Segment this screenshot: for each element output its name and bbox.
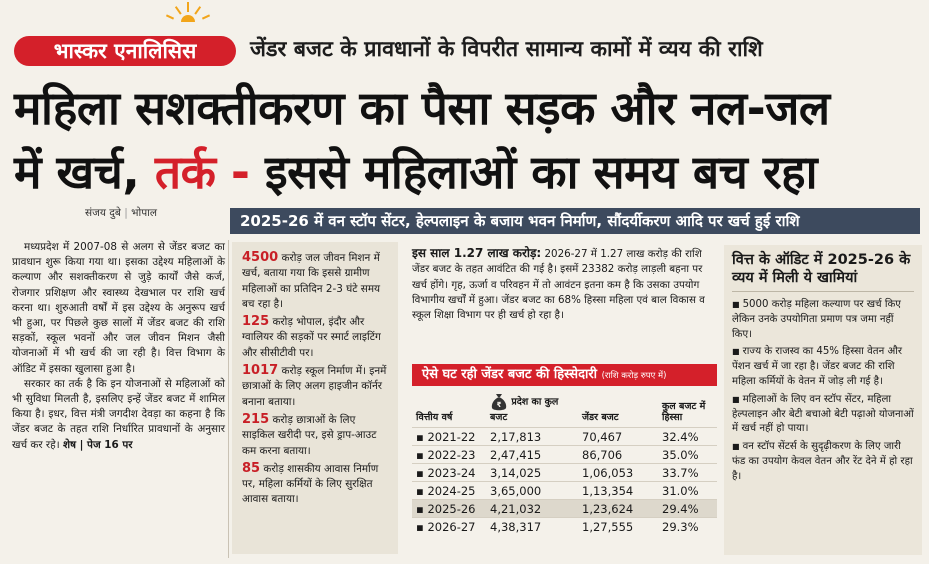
table-row	[412, 464, 717, 482]
audit-point-text: राज्य के राजस्व का 45% हिस्सा वेतन और पेंशन खर्च में जा रहा है। जेंडर बजट की राशि महिला कर्मियों के वेतन में जोड़ ली गई है।	[732, 346, 903, 387]
this-year-section	[412, 246, 716, 323]
headline-part: में खर्च,	[14, 145, 155, 199]
cell-gender: 70,467	[578, 428, 658, 446]
audit-title: वित्त के ऑडिट में 2025-26 के व्यय में मिली ये खामियां	[732, 251, 914, 292]
body-text: सरकार का तर्क है कि इन योजनाओं से महिलाओं को भी सुविधा मिलती है, इसलिए इन्हें जेंडर बजट में शामिल किया है। इधर, वित्त मंत्री जगदीश देवड़ा का कहना है कि जेंडर बजट के तहत राशि निर्धारित प्रावधानों के अनुसार खर्च कर रहे।	[12, 377, 225, 451]
body-paragraph: मध्यप्रदेश में 2007-08 से अलग से जेंडर बजट का प्रावधान शुरू किया गया था। इसका उद्देश्य महिलाओं के कल्याण और सशक्तीकरण से जुड़े कार्यों जैसे कर्ज, रोजगार प्रशिक्षण और स्वास्थ्य देखभाल पर राशि खर्च करना था। शुरुआती वर्षों में इस उद्देश्य के अनुरूप खर्च भी हुआ, पर पिछले कुछ सालों में जेंडर बजट की राशि सड़कों, स्कूल भवनों और जल जीवन मिशन जैसी योजनाओं में भी खर्च की जा रही है। वित्त विभाग के ऑडिट में इसका खुलासा हुआ है।	[12, 241, 225, 375]
audit-point	[732, 440, 914, 484]
spend-text: करोड़ भोपाल, इंदौर और ग्वालियर की सड़कों पर स्मार्ट लाइटिंग और सीसीटीवी पर।	[242, 316, 381, 359]
spend-amount: 4500	[242, 250, 279, 265]
audit-point-text: वन स्टॉप सेंटर्स के सुदृढ़ीकरण के लिए जारी फंड का उपयोग केवल वेतन और रेंट देने में हो रहा है।	[732, 441, 913, 482]
column-header: कुल बजट में हिस्सा	[662, 401, 706, 423]
gender-budget-table	[412, 392, 717, 535]
cell-share: 32.4%	[658, 428, 717, 446]
money-bag-icon	[490, 392, 508, 412]
brand-analysis-tag: भास्कर एनालिसिस	[14, 36, 236, 66]
audit-findings-box	[724, 245, 922, 555]
spend-text: करोड़ जल जीवन मिशन में खर्च, बताया गया कि इससे ग्रामीण महिलाओं का प्रतिदिन 2-3 घंटे समय बच रहा है।	[242, 252, 381, 310]
table-unit-note: (राशि करोड़ रुपए में)	[601, 371, 667, 381]
cell-total: 4,21,032	[486, 500, 578, 518]
spend-amount: 85	[242, 460, 261, 476]
spend-item	[242, 461, 390, 508]
year-text: 2021-22	[427, 429, 476, 444]
column-header-text: प्रदेश का कुल बजट	[490, 396, 559, 423]
audit-point	[732, 393, 914, 437]
dateline-place: भोपाल	[131, 207, 158, 219]
cell-total: 3,14,025	[486, 464, 578, 482]
audit-point	[732, 298, 914, 342]
svg-text:₹: ₹	[496, 401, 502, 409]
cell-share: 31.0%	[658, 482, 717, 500]
cell-year: ▪ 2026-27	[412, 518, 486, 536]
spend-text: करोड़ स्कूल निर्माण में। इनमें छात्राओं के लिए अलग हाइजीन कॉर्नर बनाना बताया।	[242, 365, 387, 408]
cell-total: 2,17,813	[486, 428, 578, 446]
spend-items-box	[232, 242, 398, 554]
bullet-icon: ■	[732, 394, 740, 404]
headline-line-2	[14, 144, 817, 200]
cell-year: ▪ 2024-25	[412, 482, 486, 500]
table-header-row	[412, 392, 717, 428]
headline-part: इससे महिलाओं का समय बच रहा	[265, 145, 818, 199]
cell-year: ▪ 2025-26	[412, 500, 486, 518]
column-header	[578, 392, 658, 428]
table-row	[412, 482, 717, 500]
cell-share: 29.4%	[658, 500, 717, 518]
column-header-text: जेंडर बजट	[582, 412, 619, 423]
cell-share: 29.3%	[658, 518, 717, 536]
cell-gender: 86,706	[578, 446, 658, 464]
year-text: 2026-27	[427, 519, 476, 534]
spend-item	[242, 314, 390, 361]
table-title-bar	[412, 364, 717, 386]
spend-amount: 125	[242, 314, 270, 330]
table-row	[412, 500, 717, 518]
cell-year: ▪ 2022-23	[412, 446, 486, 464]
spend-item	[242, 250, 390, 312]
spend-amount: 215	[242, 411, 270, 427]
this-year-text: 2026-27 में 1.27 लाख करोड़ की राशि जेंडर बजट के तहत आवंटित की गई है। इसमें 23382 करोड़ लाड़ली बहना पर खर्च होंगे। गृह, ऊर्जा व परिवहन में तो आवंटन इतना कम है कि उसका उपयोग विभागीय खर्चों में हुआ। जेंडर बजट का 68% हिस्सा महिला एवं बाल विकास व स्कूल शिक्षा विभाग पर ही खर्च हो रहा है।	[412, 248, 705, 322]
cell-gender: 1,27,555	[578, 518, 658, 536]
bullet-icon: ■	[732, 442, 740, 452]
table-title: ऐसे घट रही जेंडर बजट की हिस्सेदारी	[422, 367, 598, 382]
audit-point-text: महिलाओं के लिए वन स्टॉप सेंटर, महिला हेल्पलाइन और बेटी बचाओ बेटी पढ़ाओ योजनाओं में खर्च नहीं हो पाया।	[732, 393, 914, 435]
cell-share: 35.0%	[658, 446, 717, 464]
spend-text: करोड़ शासकीय आवास निर्माण पर, महिला कर्मियों के लिए सुरक्षित आवास बताया।	[242, 462, 379, 506]
audit-point-text: 5000 करोड़ महिला कल्याण पर खर्च किए लेकिन उनके उपयोगिता प्रमाण पत्र जमा नहीं किए।	[732, 299, 901, 340]
table-row	[412, 428, 717, 446]
this-year-lead: इस साल 1.27 लाख करोड़:	[412, 246, 542, 260]
kicker-heading: जेंडर बजट के प्रावधानों के विपरीत सामान्य कामों में व्यय की राशि	[250, 37, 763, 62]
column-divider	[228, 240, 229, 558]
cell-gender: 1,23,624	[578, 500, 658, 518]
bullet-icon: ■	[732, 347, 740, 357]
spend-text: करोड़ छात्राओं के लिए साइकिल खरीदी पर, इसे ड्राप-आउट कम करना बताया।	[242, 413, 377, 457]
sun-logo-icon	[163, 0, 213, 22]
headline-line-1: महिला सशक्तीकरण का पैसा सड़क और नल-जल	[14, 81, 830, 135]
headline-highlight: तर्क -	[154, 145, 266, 199]
continued-note: शेष | पेज 16 पर	[62, 438, 133, 451]
audit-point	[732, 345, 914, 389]
cell-share: 33.7%	[658, 464, 717, 482]
year-text: 2023-24	[427, 465, 476, 480]
cell-total: 2,47,415	[486, 446, 578, 464]
byline-separator: |	[124, 207, 128, 219]
byline	[14, 206, 228, 220]
cell-year: ▪ 2023-24	[412, 464, 486, 482]
column-header: वित्तीय वर्ष	[416, 412, 453, 423]
cell-gender: 1,13,354	[578, 482, 658, 500]
cell-total: 3,65,000	[486, 482, 578, 500]
cell-total: 4,38,317	[486, 518, 578, 536]
year-text: 2022-23	[427, 447, 476, 462]
spend-item	[242, 412, 390, 459]
year-text: 2024-25	[427, 483, 476, 498]
spend-item	[242, 363, 390, 410]
author-name: संजय दुबे	[84, 207, 121, 219]
column-header	[486, 392, 578, 428]
cell-year: ▪ 2021-22	[412, 428, 486, 446]
spend-amount: 1017	[242, 363, 279, 379]
year-text: 2025-26	[427, 501, 476, 516]
cell-gender: 1,06,053	[578, 464, 658, 482]
table-row	[412, 518, 717, 536]
body-paragraph	[12, 377, 225, 453]
bullet-icon: ■	[732, 300, 740, 309]
table-row	[412, 446, 717, 464]
article-body	[12, 240, 225, 453]
subheadline-bar: 2025-26 में वन स्टॉप सेंटर, हेल्पलाइन के बजाय भवन निर्माण, सौंदर्यीकरण आदि पर खर्च हुई राशि	[230, 208, 920, 234]
